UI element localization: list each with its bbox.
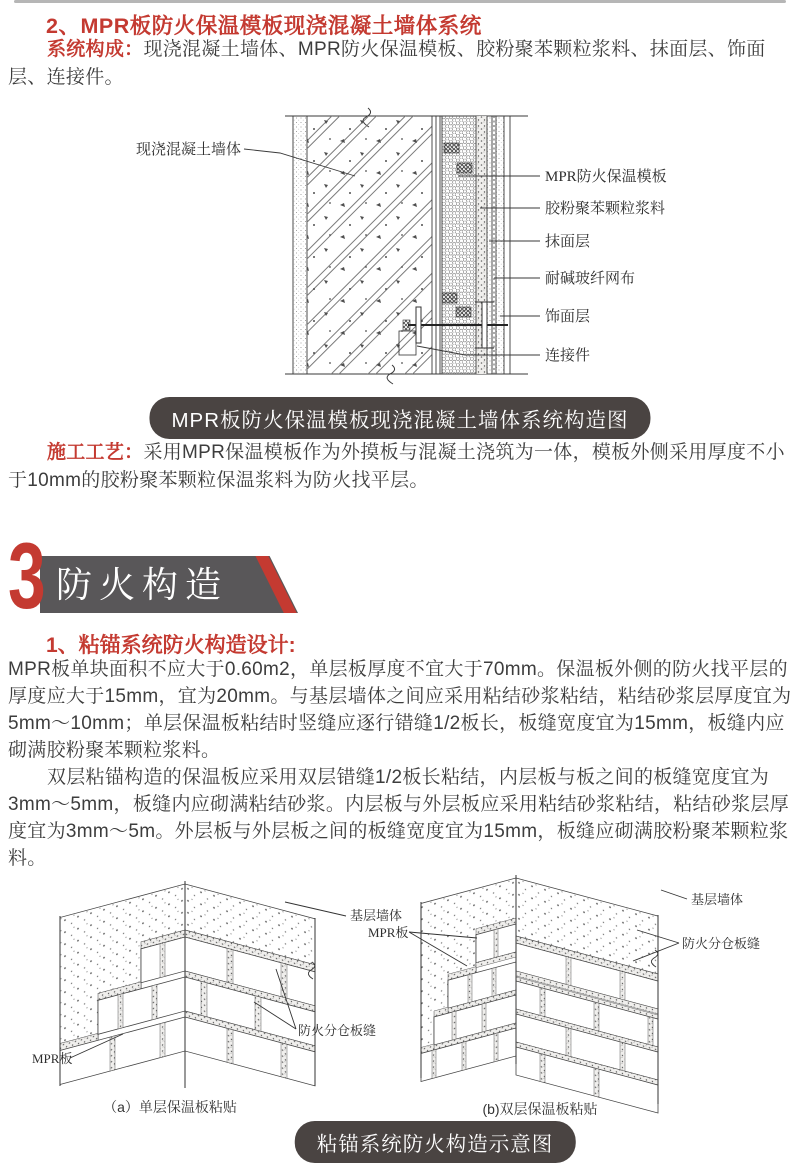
diagram-label-glass-mesh: 耐碱玻纤网布 [545,271,636,287]
paragraph-single-layer: MPR板单块面积不应大于0.60m2，单层板厚度不宜大于70mm。保温板外侧的防火找平层的厚度应大于15mm，宜为20mm。与基层墙体之间应采用粘结砂浆粘结，粘结砂浆层厚度宜为5mm～10mm；单层保温板粘结时竖缝应逐行错缝1/2板长，板缝宽度宜为15mm，板缝内应砌满胶粉聚苯颗粒浆料。 [8,659,792,761]
wall-section-diagram [120,103,680,395]
process-paragraph [8,439,792,494]
figure-b-double-layer [365,866,800,1118]
process-label: 施工工艺： [46,442,144,463]
paragraph-double-layer: 双层粘锚构造的保温板应采用双层错缝1/2板长粘结，内层板与板之间的板缝宽度宜为3mm～5mm，板缝内应砌满粘结砂浆。内层板与外层板应采用粘结砂浆粘结，粘结砂浆层厚度宜为3mm～5m。外层板与外层板之间的板缝宽度宜为15mm，板缝应砌满胶粉聚苯颗粒浆料。 [8,767,790,869]
page-top-scan-artifact [14,0,786,3]
diagram-label-render-coat: 抹面层 [545,234,591,250]
mpr-board-layer [442,116,476,374]
fig-a-label-mpr-board: MPR板 [32,1051,73,1066]
section3-body [8,656,794,872]
diagram-label-concrete-wall: 现浇混凝土墙体 [136,142,242,158]
diagram-label-mpr-board: MPR防火保温模板 [545,169,667,185]
figure-b-caption: (b)双层保温板粘贴 [482,1101,598,1117]
composition-paragraph [8,36,792,91]
fig-a-label-base-wall: 基层墙体 [350,908,403,923]
render-coat-layer [487,116,492,374]
composition-text: 现浇混凝土墙体、MPR防火保温模板、胶粉聚苯颗粒浆料、抹面层、饰面层、连接件。 [8,39,766,88]
concrete-aggregate [307,116,432,374]
diagram-caption-pill: MPR板防火保温模板现浇混凝土墙体系统构造图 [149,397,650,439]
finish-coat-layer [496,116,504,374]
inner-finish-strip [293,116,307,374]
section3-subheading: 1、粘锚系统防火构造设计: [46,634,296,657]
figure-a-single-layer [30,872,410,1122]
fig-b-label-mpr-board: MPR板 [368,925,409,940]
fig-a-label-fire-joint: 防火分仓板缝 [298,1023,377,1038]
diagram-label-connector: 连接件 [545,348,591,364]
figure-a-caption: （a）单层保温板粘贴 [103,1099,237,1115]
diagram-label-polymer-mortar: 胶粉聚苯颗粒浆料 [545,201,666,217]
section3-number: 3 [8,523,46,628]
process-text: 采用MPR保温模板作为外摸板与混凝土浇筑为一体，模板外侧采用厚度不小于10mm的胶粉聚苯颗粒保温浆料为防火找平层。 [8,442,785,491]
fig-b-label-base-wall: 基层墙体 [691,892,744,907]
fig-b-label-fire-joint: 防火分仓板缝 [682,936,761,951]
composition-label: 系统构成： [46,39,144,60]
section3-title: 防火构造 [56,564,229,605]
diagram-label-finish-coat: 饰面层 [545,309,591,325]
section2-heading: 2、MPR板防火保温模板现浇混凝土墙体系统 [46,14,482,38]
section3-caption-pill: 粘锚系统防火构造示意图 [295,1121,576,1163]
